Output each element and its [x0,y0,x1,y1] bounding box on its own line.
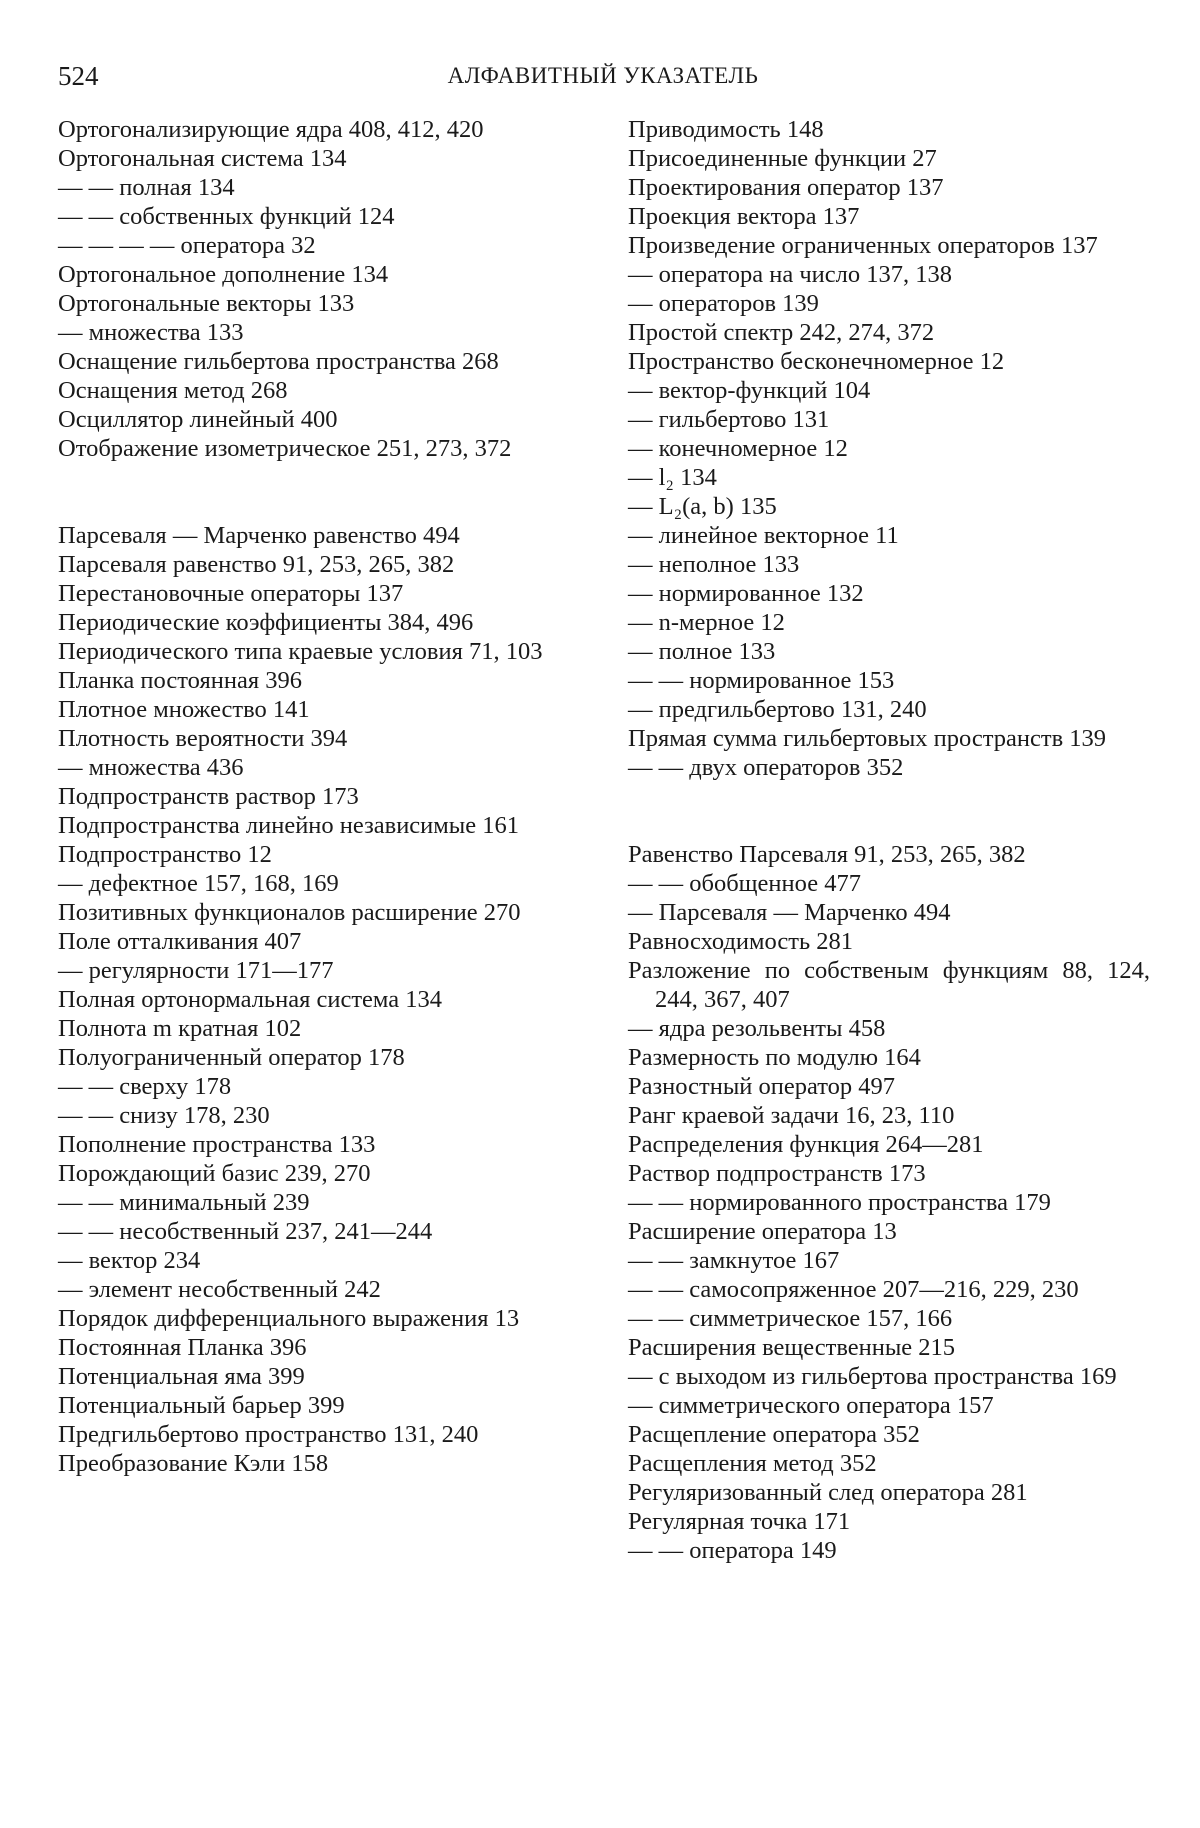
index-entry: Распределения функция 264—281 [628,1131,984,1158]
index-entry: Присоединенные функции 27 [628,145,937,172]
index-entry: — l₂ 134 [628,464,717,491]
index-entry: — — нормированного пространства 179 [628,1189,1051,1216]
index-entry: Регуляризованный след оператора 281 [628,1479,1028,1506]
index-entry: Подпространство 12 [58,841,272,868]
index-entry: Потенциальный барьер 399 [58,1392,345,1419]
index-entry: Ортогональные векторы 133 [58,290,355,317]
index-entry: Порядок дифференциального выражения 13 [58,1305,520,1332]
index-entry: Полуограниченный оператор 178 [58,1044,405,1071]
index-entry: — конечномерное 12 [628,435,848,462]
index-entry: Расщепление оператора 352 [628,1421,920,1448]
index-entry: Пополнение пространства 133 [58,1131,376,1158]
index-entry: — дефектное 157, 168, 169 [58,870,339,897]
index-entry: Парсеваля равенство 91, 253, 265, 382 [58,551,455,578]
index-entry: Планка постоянная 396 [58,667,302,694]
index-entry: Разностный оператор 497 [628,1073,896,1100]
index-entry: — полное 133 [628,638,776,665]
index-entry: Размерность по модулю 164 [628,1044,921,1071]
index-entry: Проекция вектора 137 [628,203,860,230]
index-entry: Оснащение гильбертова пространства 268 [58,348,499,375]
index-entry: — — обобщенное 477 [628,870,861,897]
index-entry: — оператора на число 137, 138 [628,261,953,288]
index-entry: Осциллятор линейный 400 [58,406,338,433]
index-entry: — линейное векторное 11 [628,522,899,549]
index-entry: Ортогонализирующие ядра 408, 412, 420 [58,116,484,143]
index-entry: Простой спектр 242, 274, 372 [628,319,935,346]
index-entry: — — двух операторов 352 [628,754,904,781]
index-entry: Подпространства линейно независимые 161 [58,812,520,839]
index-entry: Расщепления метод 352 [628,1450,877,1477]
index-entry: — с выходом из гильбертова пространства 169 [628,1363,1117,1390]
index-entry: Поле отталкивания 407 [58,928,302,955]
index-entry: Расширение оператора 13 [628,1218,897,1245]
index-entry: — — снизу 178, 230 [58,1102,270,1129]
index-entry: Равносходимость 281 [628,928,854,955]
index-entry: — — несобственный 237, 241—244 [58,1218,433,1245]
index-entry: — ядра резольвенты 458 [628,1015,886,1042]
running-title: АЛФАВИТНЫЙ УКАЗАТЕЛЬ [447,63,759,88]
index-entry: — гильбертово 131 [628,406,830,433]
index-entry: Подпространств раствор 173 [58,783,359,810]
index-entry: — — сверху 178 [58,1073,232,1100]
index-entry: Ранг краевой задачи 16, 23, 110 [628,1102,955,1129]
index-entry: — — — — оператора 32 [58,232,316,259]
index-entry: Регулярная точка 171 [628,1508,851,1535]
index-entry: Парсеваля — Марченко равенство 494 [58,522,460,549]
index-entry: Разложение по собственым функциям 88, 124, 244, 367, 407 [628,957,1150,1013]
index-entry: Ортогональная система 134 [58,145,347,172]
index-entry: — — минимальный 239 [58,1189,310,1216]
index-entry: — — симметрическое 157, 166 [628,1305,953,1332]
index-entry: — — оператора 149 [628,1537,837,1564]
index-entry: — неполное 133 [628,551,800,578]
index-entry: — n-мерное 12 [628,609,785,636]
index-entry: — — самосопряженное 207—216, 229, 230 [628,1276,1079,1303]
index-entry: Периодические коэффициенты 384, 496 [58,609,474,636]
index-entry: Пространство бесконечномерное 12 [628,348,1005,375]
index-entry: Предгильбертово пространство 131, 240 [58,1421,479,1448]
index-entry: Преобразование Кэли 158 [58,1450,329,1477]
index-entry: Порождающий базис 239, 270 [58,1160,371,1187]
index-entry: Периодического типа краевые условия 71, 103 [58,638,543,665]
index-entry: Постоянная Планка 396 [58,1334,307,1361]
index-entry: — L₂(a, b) 135 [628,493,777,520]
index-entry: Произведение ограниченных операторов 137 [628,232,1098,259]
index-entry: — Парсеваля — Марченко 494 [628,899,951,926]
index-entry: Плотность вероятности 394 [58,725,348,752]
index-entry: Полнота m кратная 102 [58,1015,302,1042]
index-entry: — предгильбертово 131, 240 [628,696,927,723]
index-entry: — операторов 139 [628,290,819,317]
index-entry: Потенциальная яма 399 [58,1363,305,1390]
index-entry: — — полная 134 [58,174,235,201]
index-entry: — регулярности 171—177 [58,957,334,984]
index-entry: Ортогональное дополнение 134 [58,261,389,288]
index-entry: — — нормированное 153 [628,667,895,694]
index-entry: — — собственных функций 124 [58,203,395,230]
index-entry: Отображение изометрическое 251, 273, 372 [58,435,512,462]
index-entry: Равенство Парсеваля 91, 253, 265, 382 [628,841,1026,868]
index-entry: — вектор-функций 104 [628,377,871,404]
index-entry: — вектор 234 [58,1247,201,1274]
index-entry: — множества 436 [58,754,244,781]
index-entry: — симметрического оператора 157 [628,1392,994,1419]
index-entry: Оснащения метод 268 [58,377,288,404]
index-entry: Расширения вещественные 215 [628,1334,956,1361]
index-entry: Раствор подпространств 173 [628,1160,926,1187]
index-entry: Проектирования оператор 137 [628,174,944,201]
index-entry: — нормированное 132 [628,580,864,607]
index-entry: — множества 133 [58,319,244,346]
page-header [58,56,1148,96]
index-entry: Перестановочные операторы 137 [58,580,404,607]
index-entry: Прямая сумма гильбертовых пространств 139 [628,725,1107,752]
index-entry: — элемент несобственный 242 [58,1276,381,1303]
index-entry: Полная ортонормальная система 134 [58,986,443,1013]
index-entry: Позитивных функционалов расширение 270 [58,899,521,926]
index-entry: Приводимость 148 [628,116,824,143]
page-number: 524 [58,61,99,91]
index-entry: — — замкнутое 167 [628,1247,840,1274]
index-column-right [628,115,1150,1565]
index-entry: Плотное множество 141 [58,696,310,723]
index-column-left [58,115,586,1478]
